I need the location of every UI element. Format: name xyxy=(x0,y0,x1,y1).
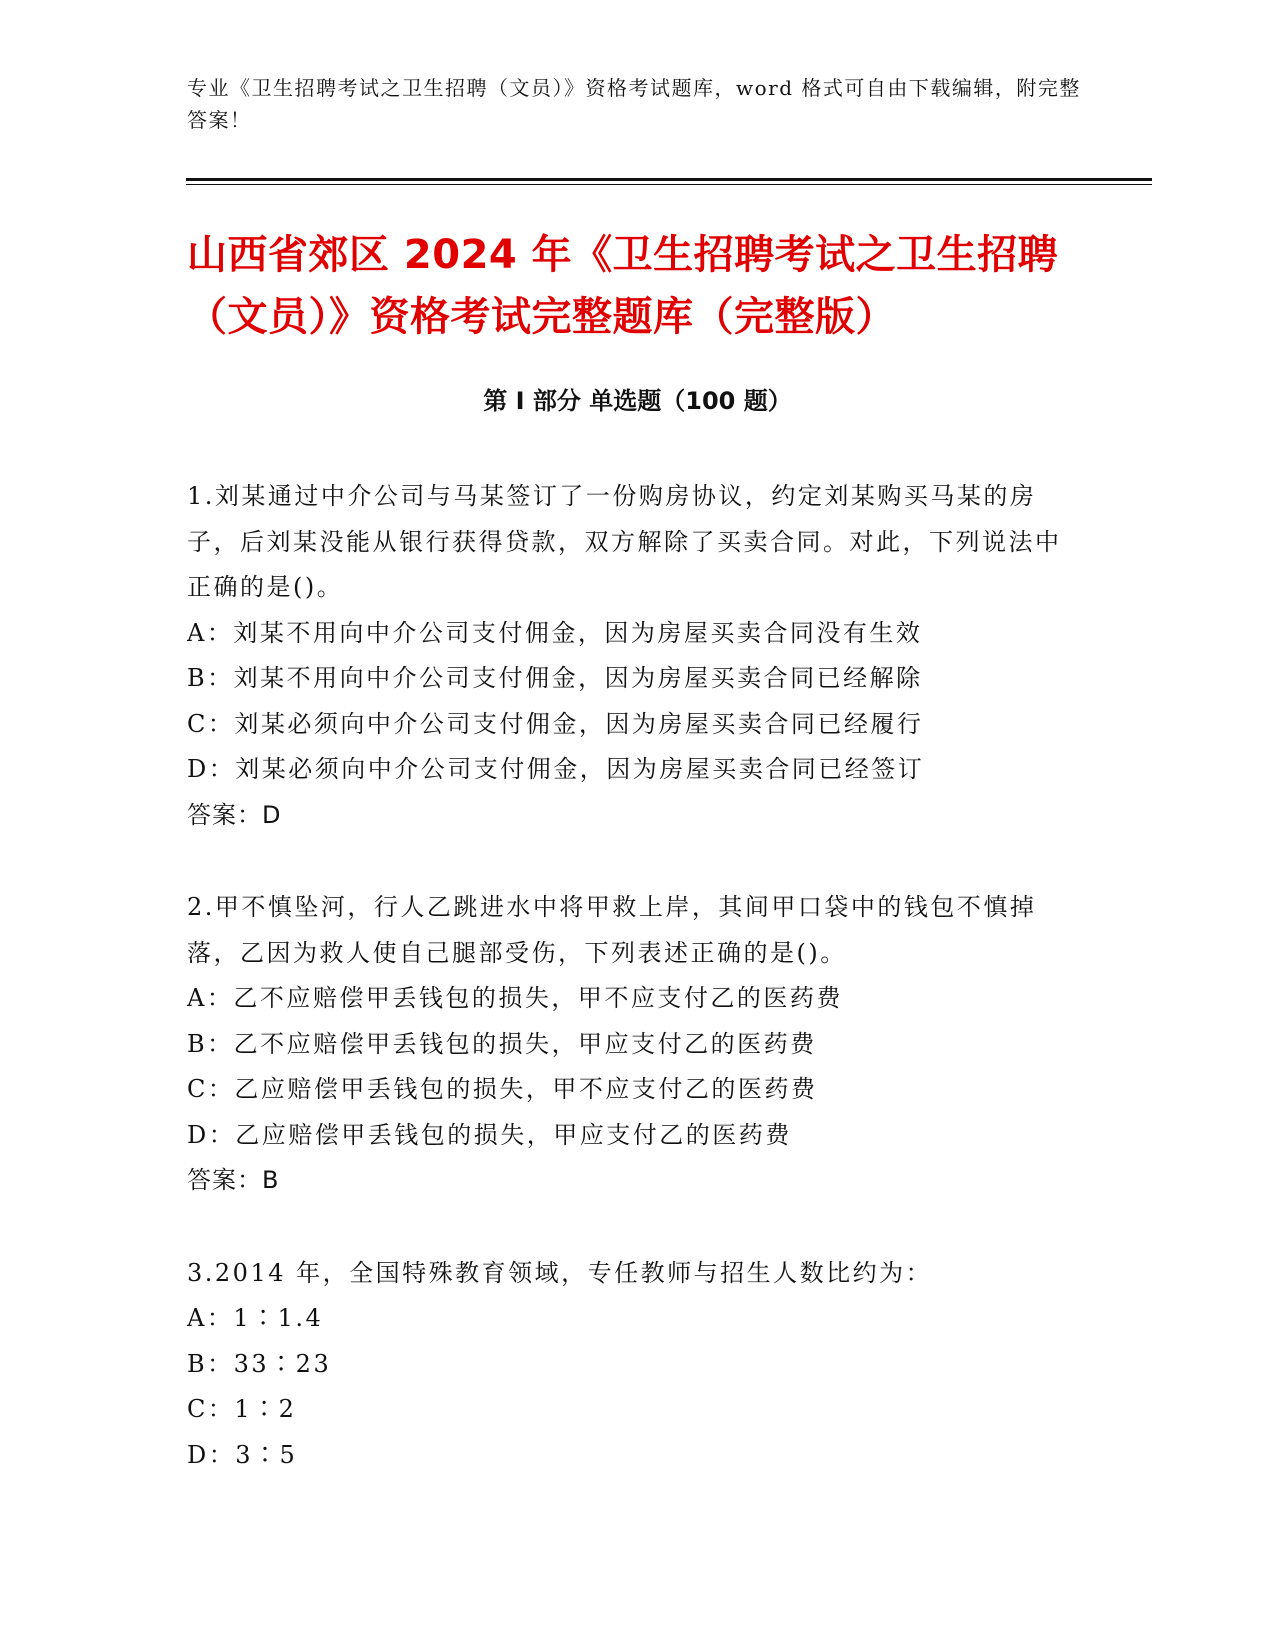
header-note: 专业《卫生招聘考试之卫生招聘（文员）》资格考试题库，word 格式可自由下载编辑，附完整答案！ xyxy=(187,76,1081,132)
option-b: B：刘某不用向中介公司支付佣金，因为房屋买卖合同已经解除 xyxy=(187,664,923,692)
option-c: C：刘某必须向中介公司支付佣金，因为房屋买卖合同已经履行 xyxy=(187,709,924,738)
option-a: A：1∶1.4 xyxy=(187,1304,324,1332)
answer-label: 答案：B xyxy=(187,1166,280,1194)
question-stem: 3.2014 年，全国特殊教育领域，专任教师与招生人数比约为： xyxy=(187,1258,933,1287)
option-b: B：乙不应赔偿甲丢钱包的损失，甲应支付乙的医药费 xyxy=(187,1029,817,1058)
section-heading: 第 I 部分 单选题（100 题） xyxy=(483,387,792,415)
option-a: A：乙不应赔偿甲丢钱包的损失，甲不应支付乙的医药费 xyxy=(187,984,843,1012)
option-d: D：3∶5 xyxy=(187,1440,298,1469)
question-2 xyxy=(187,885,1067,1204)
header-divider-thick xyxy=(186,178,1152,181)
question-stem: 1.刘某通过中介公司与马某签订了一份购房协议，约定刘某购买马某的房子，后刘某没能从银行获得贷款，双方解除了买卖合同。对此，下列说法中正确的是()。 xyxy=(187,482,1062,601)
answer-label: 答案：D xyxy=(187,800,282,829)
option-c: C：1∶2 xyxy=(187,1395,297,1423)
option-c: C：乙应赔偿甲丢钱包的损失，甲不应支付乙的医药费 xyxy=(187,1075,818,1103)
question-3 xyxy=(187,1251,1067,1479)
question-list xyxy=(187,474,1067,1525)
option-b: B：33∶23 xyxy=(187,1349,332,1378)
document-title: 山西省郊区 2024 年《卫生招聘考试之卫生招聘（文员）》资格考试完整题库（完整版） xyxy=(187,232,1059,340)
option-a: A：刘某不用向中介公司支付佣金，因为房屋买卖合同没有生效 xyxy=(187,618,923,647)
question-stem: 2.甲不慎坠河，行人乙跳进水中将甲救上岸，其间甲口袋中的钱包不慎掉落，乙因为救人使自己腿部受伤，下列表述正确的是()。 xyxy=(187,893,1037,967)
question-1 xyxy=(187,474,1067,838)
option-d: D：刘某必须向中介公司支付佣金，因为房屋买卖合同已经签订 xyxy=(187,755,925,783)
header-divider-thin xyxy=(186,184,1152,185)
option-d: D：乙应赔偿甲丢钱包的损失，甲应支付乙的医药费 xyxy=(187,1120,792,1149)
